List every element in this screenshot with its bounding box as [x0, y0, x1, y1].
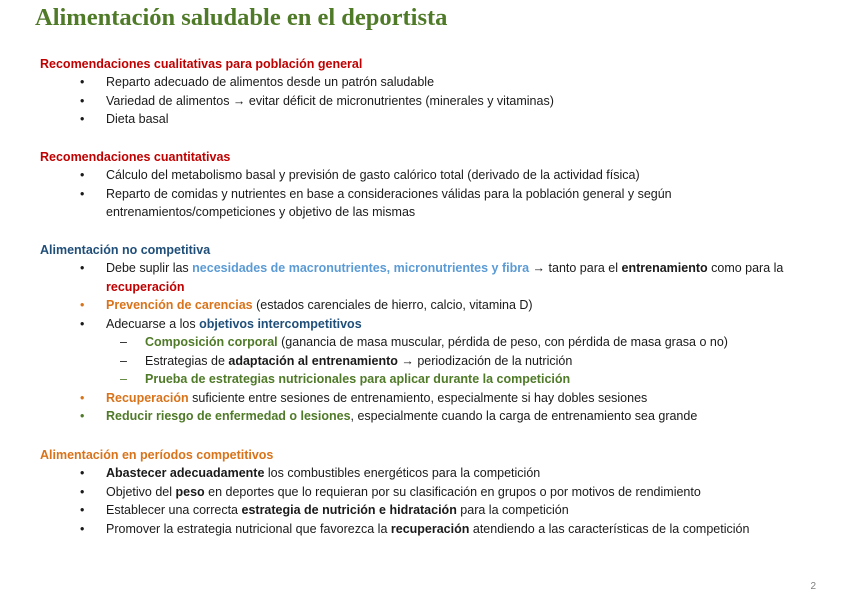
item-text: como para la [707, 261, 784, 275]
bullet-list [40, 259, 830, 426]
bullet-list [40, 464, 830, 538]
bullet-list [40, 166, 830, 222]
item-text: en deportes que lo requieran por su clasificación en grupos o por motivos de rendimiento [204, 484, 701, 499]
list-item: • Objetivo del peso en deportes que lo requieran por su clasificación en grupos o por motivos de rendimiento [80, 484, 701, 499]
bold-text: adaptación al entrenamiento [228, 353, 398, 368]
item-text: los combustibles energéticos para la competición [264, 466, 541, 480]
list-item: • Debe suplir las necesidades de macronutrientes, micronutrientes y fibra → tanto para el entrenamiento como para la recuperación [80, 261, 784, 294]
list-item: • Promover la estrategia nutricional que favorezca la recuperación atendiendo a las características de la competición [80, 521, 750, 536]
sub-list-item: – Composición corporal (ganancia de masa muscular, pérdida de peso, con pérdida de masa grasa o no) [120, 335, 728, 349]
highlight-text: Composición corporal [145, 335, 278, 349]
highlight-text: Prevención de carencias [106, 298, 253, 312]
highlight-text: Recuperación [106, 390, 189, 405]
bold-text: entrenamiento [621, 261, 708, 275]
section-title: Recomendaciones cuantitativas [40, 150, 231, 164]
list-item: • Reparto de comidas y nutrientes en base a consideraciones válidas para la población general y según entrenamientos/competiciones y objetivo de las mismas [80, 186, 672, 219]
list-item: • Abastecer adecuadamente los combustibles energéticos para la competición [80, 466, 541, 480]
list-item: • Recuperación suficiente entre sesiones de entrenamiento, especialmente si hay dobles sesiones [80, 390, 648, 405]
list-item: • Prevención de carencias (estados carenciales de hierro, calcio, vitamina D) [80, 298, 533, 312]
list-item: • Cálculo del metabolismo basal y previsión de gasto calórico total (derivado de la actividad física) [80, 168, 640, 182]
bold-text: recuperación [390, 521, 470, 536]
item-text: suficiente entre sesiones de entrenamiento, especialmente si hay dobles sesiones [188, 390, 648, 405]
list-item: • Reducir riesgo de enfermedad o lesiones, especialmente cuando la carga de entrenamiento sea grande [80, 409, 698, 423]
section-no-competitiva [40, 241, 830, 426]
section-cuantitativas [40, 148, 830, 222]
highlight-text: Reducir riesgo de enfermedad o lesiones [106, 409, 351, 423]
item-text: Reparto adecuado de alimentos desde un patrón saludable [106, 75, 435, 89]
section-cualitativas [40, 55, 830, 129]
item-text: Objetivo del [106, 484, 176, 499]
sub-list-item: – Estrategias de adaptación al entrenamiento → periodización de la nutrición [120, 353, 573, 368]
highlight-text: recuperación [106, 279, 185, 294]
item-text: Debe suplir las [106, 261, 193, 275]
section-title: Alimentación no competitiva [40, 243, 211, 257]
item-text: → tanto para el [529, 261, 622, 275]
page-number: 2 [810, 581, 816, 592]
highlight-text: necesidades de macronutrientes, micronutrientes y fibra [192, 261, 530, 275]
highlight-text: Prueba de estrategias nutricionales para aplicar durante la competición [145, 372, 571, 386]
item-text: (estados carenciales de hierro, calcio, vitamina D) [252, 298, 533, 312]
item-text: Cálculo del metabolismo basal y previsión de gasto calórico total (derivado de la actividad física) [106, 168, 640, 182]
item-text: Variedad de alimentos → evitar déficit de micronutrientes (minerales y vitaminas) [106, 93, 554, 108]
highlight-text: objetivos intercompetitivos [199, 316, 362, 331]
bold-text: Abastecer adecuadamente [106, 466, 265, 480]
item-text: Dieta basal [106, 112, 169, 126]
item-text: (ganancia de masa muscular, pérdida de peso, con pérdida de masa grasa o no) [277, 335, 728, 349]
list-item: • Reparto adecuado de alimentos desde un patrón saludable [80, 75, 435, 89]
item-text: , especialmente cuando la carga de entrenamiento sea grande [350, 409, 698, 423]
section-title: Alimentación en períodos competitivos [40, 448, 274, 462]
bold-text: peso [175, 484, 205, 499]
bullet-list [40, 73, 830, 129]
item-text: Establecer una correcta [106, 503, 242, 517]
list-item: • Establecer una correcta estrategia de nutrición e hidratación para la competición [80, 503, 569, 517]
item-text: para la competición [456, 503, 569, 517]
item-text: Estrategias de [145, 353, 229, 368]
item-text: Promover la estrategia nutricional que favorezca la [106, 521, 391, 536]
item-text: atendiendo a las características de la competición [469, 521, 750, 536]
page-title: Alimentación saludable en el deportista [35, 4, 448, 31]
list-item: • Variedad de alimentos → evitar déficit de micronutrientes (minerales y vitaminas) [80, 93, 554, 108]
list-item: • Adecuarse a los objetivos intercompetitivos [80, 316, 362, 331]
list-item: • Dieta basal [80, 112, 169, 126]
section-title: Recomendaciones cualitativas para población general [40, 57, 363, 71]
item-text: → periodización de la nutrición [397, 353, 573, 368]
bold-text: estrategia de nutrición e hidratación [241, 503, 457, 517]
sub-list-item: – Prueba de estrategias nutricionales para aplicar durante la competición [120, 372, 571, 386]
item-text: Reparto de comidas y nutrientes en base a consideraciones válidas para la población general y según entrenamientos/competiciones y objetivo de las mismas [106, 186, 672, 219]
section-competitivos [40, 446, 830, 538]
item-text: Adecuarse a los [106, 316, 200, 331]
